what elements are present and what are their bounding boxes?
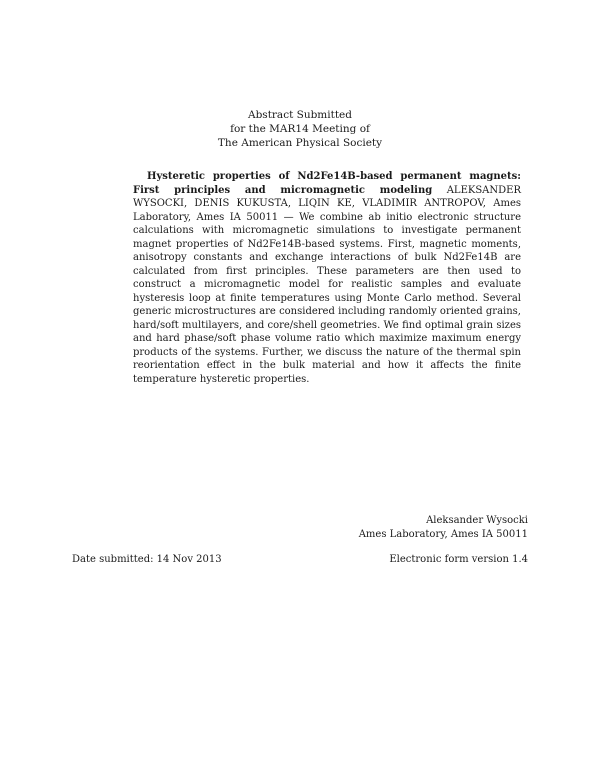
abstract-body: — We combine ab initio electronic structure calculations with micromagnetic simulations to investigate permanent magnet properties of Nd2Fe14B-based systems. First, magnetic moments, anisotropy constants and exchange interactions of bulk Nd2Fe14B are calculated from first principles. These parameters are then used to construct a micromagnetic model for realistic samples and evaluate hysteresis loop at finite temperatures using Monte Carlo method. Several generic microstructures are considered including randomly oriented grains, hard/soft multilayers, and core/shell geometries. We find optimal grain sizes and hard phase/soft phase volume ratio which maximize maximum energy products of the systems. Further, we discuss the nature of the thermal spin reorientation effect in the bulk material and how it affects the finite temperature hysteretic properties. bbox=[133, 211, 522, 385]
submitter-name: Aleksander Wysocki bbox=[426, 515, 528, 526]
form-version: Electronic form version 1.4 bbox=[389, 554, 528, 565]
header-line-society: The American Physical Society bbox=[217, 137, 383, 149]
submitter-affiliation: Ames Laboratory, Ames IA 50011 bbox=[358, 528, 528, 540]
header-line-abstract-submitted: Abstract Submitted bbox=[248, 109, 352, 121]
submission-header bbox=[0, 108, 600, 150]
submitter-signature bbox=[359, 514, 528, 541]
header-line-meeting: for the MAR14 Meeting of bbox=[230, 123, 370, 135]
abstract-paragraph bbox=[133, 170, 521, 386]
date-submitted: Date submitted: 14 Nov 2013 bbox=[72, 554, 222, 565]
abstract-authors-affiliation: ALEKSANDER WYSOCKI, DENIS KUKUSTA, LIQIN KE, VLADIMIR ANTROPOV, Ames Laboratory, Ames IA 50011 bbox=[133, 184, 522, 223]
abstract-title: Hysteretic properties of Nd2Fe14B-based permanent magnets: First principles and micromagnetic modeling bbox=[133, 171, 521, 196]
